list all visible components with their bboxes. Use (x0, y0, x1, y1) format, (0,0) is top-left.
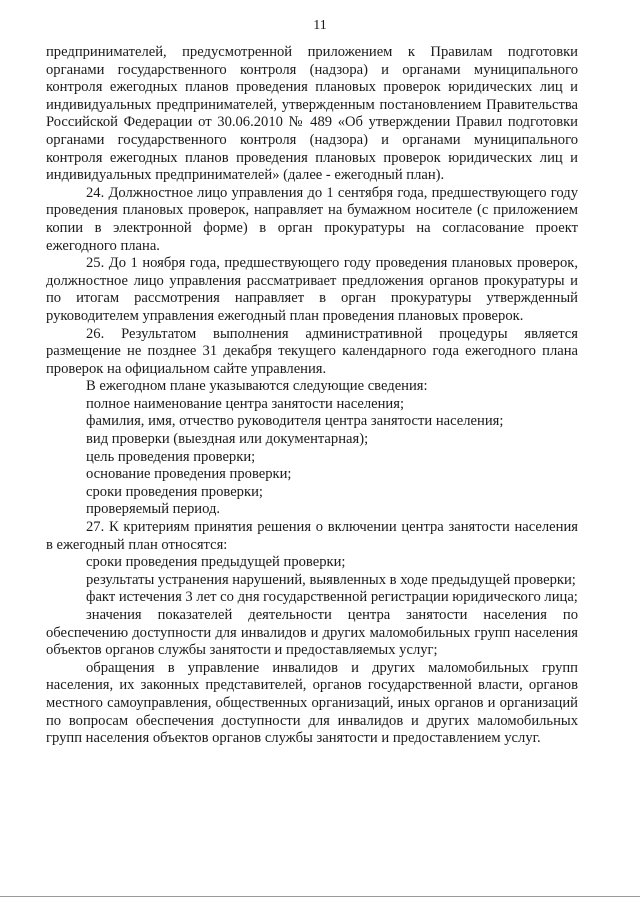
document-body (46, 44, 578, 748)
bottom-rule (0, 896, 640, 897)
plan-contents-intro: В ежегодном плане указываются следующие сведения: (86, 378, 428, 395)
criterion-violations: результаты устранения нарушений, выявленных в ходе предыдущей проверки; (86, 571, 576, 588)
criterion-previous-check: сроки проведения предыдущей проверки; (86, 554, 346, 571)
plan-item-name: полное наименование центра занятости населения; (86, 395, 405, 412)
plan-item-goal: цель проведения проверки; (86, 448, 256, 465)
paragraph-24: 24. Должностное лицо управления до 1 сентября года, предшествующего году проведения плановых проверок, направляет на бумажном носителе (с приложением копии в электронной форме) в орган прокуратуры на согласование проект ежегодного плана. (46, 184, 578, 254)
criterion-appeals: обращения в управление инвалидов и других маломобильных групп населения, их законных представителей, органов государственной власти, органов местного самоуправления, общественных организаций, иных органов и организаций по вопросам обеспечения доступности для инвалидов и других маломобильных групп населения объектов органов службы занятости и предоставлением услуг. (46, 659, 578, 747)
plan-item-basis: основание проведения проверки; (86, 466, 292, 483)
plan-item-type: вид проверки (выездная или документарная); (86, 431, 369, 448)
paragraph-26: 26. Результатом выполнения административной процедуры является размещение не позднее 31 декабря текущего календарного года ежегодного плана проверок на официальном сайте управления. (46, 325, 578, 377)
plan-item-period: проверяемый период. (86, 501, 221, 518)
paragraph-27: 27. К критериям принятия решения о включении центра занятости населения в ежегодный план относятся: (46, 519, 578, 553)
page-number: 11 (313, 18, 327, 33)
plan-item-terms: сроки проведения проверки; (86, 483, 263, 500)
criterion-registration: факт истечения 3 лет со дня государственной регистрации юридического лица; (86, 589, 578, 606)
paragraph-25: 25. До 1 ноября года, предшествующего году проведения плановых проверок, должностное лицо управления рассматривает предложения органов прокуратуры и по итогам рассмотрения направляет в орган прокуратуры утвержденный руководителем управления ежегодный план проведения плановых проверок. (46, 255, 578, 324)
criterion-indicators: значения показателей деятельности центра занятости населения по обеспечению доступности для инвалидов и других маломобильных групп населения объектов органов службы занятости и предоставляемых услуг; (46, 607, 578, 659)
plan-item-head: фамилия, имя, отчество руководителя центра занятости населения; (86, 413, 504, 430)
paragraph-continuation: предпринимателей, предусмотренной приложением к Правилам подготовки органами государственного контроля (надзора) и органами муниципального контроля ежегодных планов проведения плановых проверок юридических лиц и индивидуальных предпринимателей, утвержденным постановлением Правительства Российской Федерации от 30.06.2010 № 489 «Об утверждении Правил подготовки органами государственного контроля (надзора) и органами муниципального контроля ежегодных планов проведения плановых проверок юридических лиц и индивидуальных предпринимателей» (далее - ежегодный план). (46, 44, 578, 184)
